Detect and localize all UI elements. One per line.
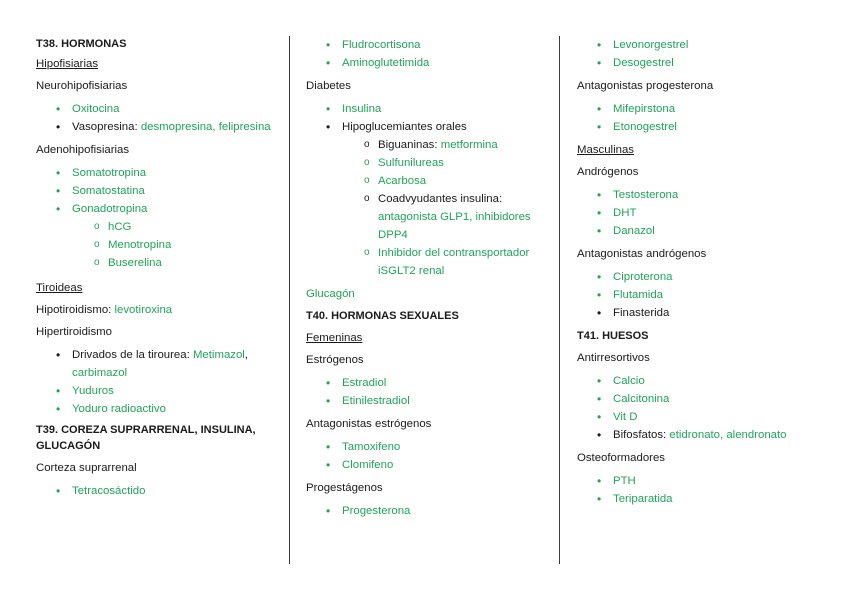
drivados-separator: ,	[244, 349, 249, 361]
biguaninas-label: Biguaninas:	[378, 139, 441, 151]
section-title-t39: T39. COREZA SUPRARRENAL, INSULINA, GLUCAGÓN	[36, 424, 256, 452]
section-title-t38: T38. HORMONAS	[36, 38, 127, 50]
list-item-finasterida: • Finasterida	[577, 304, 827, 322]
list-item-drivados	[36, 346, 281, 382]
drivados-label: Drivados de la tirourea:	[72, 349, 193, 361]
hipotiroidismo-label: Hipotiroidismo:	[36, 304, 115, 316]
list-item: • DHT	[577, 204, 827, 222]
list-item: • Tetracosáctido	[36, 482, 281, 500]
hipoglucemiantes-label: Hipoglucemiantes orales	[342, 121, 467, 133]
list-antagonistas-progesterona	[577, 100, 827, 136]
drivados-value-1: Metimazol	[192, 349, 245, 361]
list-item: • Insulina	[306, 100, 551, 118]
vasopresina-label: Vasopresina:	[72, 121, 141, 133]
list-item: • Teriparatida	[577, 490, 827, 508]
label-diabetes: Diabetes	[306, 80, 351, 92]
list-item-bifosfatos	[577, 426, 827, 444]
list-item: • Etinilestradiol	[306, 392, 551, 410]
column-divider-2	[559, 36, 560, 564]
list-osteoformadores	[577, 472, 827, 508]
list-progestagenos	[306, 502, 551, 520]
label-antagonistas-progesterona: Antagonistas progesterona	[577, 80, 714, 92]
label-antagonistas-androgenos: Antagonistas andrógenos	[577, 248, 707, 260]
list-adeno	[36, 164, 281, 272]
list-item: • Vit D	[577, 408, 827, 426]
label-glucagon: Glucagón	[306, 288, 355, 300]
coadyuvantes-value: antagonista GLP1, inhibidores DPP4	[378, 211, 531, 241]
list-item: o Sulfunilureas	[306, 154, 551, 172]
coadyuvantes-label: Coadvyudantes insulina:	[378, 193, 503, 205]
list-item: • Tamoxifeno	[306, 438, 551, 456]
list-item: • Oxitocina	[36, 100, 281, 118]
label-estrogenos: Estrógenos	[306, 354, 364, 366]
subheading-femeninas: Femeninas	[306, 332, 363, 344]
label-progestagenos: Progestágenos	[306, 482, 383, 494]
label-androgenos: Andrógenos	[577, 166, 639, 178]
subheading-masculinas: Masculinas	[577, 144, 634, 156]
drivados-value-2: carbimazol	[72, 367, 128, 379]
list-gonadotropina	[72, 218, 281, 272]
column-1	[36, 36, 281, 500]
list-item: • Danazol	[577, 222, 827, 240]
list-neuro	[36, 100, 281, 136]
biguaninas-value: metformina	[440, 139, 498, 151]
list-progestagenos-cont	[577, 36, 827, 72]
list-item-biguaninas	[306, 136, 551, 154]
gonadotropina-label: Gonadotropina	[72, 203, 148, 215]
list-item: • Fludrocortisona	[306, 36, 551, 54]
list-antirresortivos	[577, 372, 827, 444]
label-neurohipofisiarias: Neurohipofisiarias	[36, 80, 128, 92]
column-2	[306, 36, 551, 520]
list-item-hipoglucemiantes	[306, 118, 551, 280]
bifosfatos-value: etidronato, alendronato	[669, 429, 787, 441]
list-item-coadyuvantes	[306, 190, 551, 244]
list-item-gonadotropina	[36, 200, 281, 272]
list-item: • Clomifeno	[306, 456, 551, 474]
subheading-hipofisiarias: Hipofisiarias	[36, 58, 99, 70]
column-3	[577, 36, 827, 508]
list-diabetes	[306, 100, 551, 280]
label-corteza: Corteza suprarrenal	[36, 462, 137, 474]
vasopresina-value: desmopresina, felipresina	[140, 121, 271, 133]
list-item: o Buserelina	[36, 254, 281, 272]
list-item: • Desogestrel	[577, 54, 827, 72]
list-androgenos	[577, 186, 827, 240]
label-antirresortivos: Antirresortivos	[577, 352, 650, 364]
list-item: • PTH	[577, 472, 827, 490]
list-item-vasopresina	[36, 118, 281, 136]
list-item: o Inhibidor del contransportador iSGLT2 renal	[306, 244, 551, 280]
list-item: o hCG	[36, 218, 281, 236]
list-item: • Mifepirstona	[577, 100, 827, 118]
label-hipotiroidismo	[36, 302, 281, 318]
list-item: • Levonorgestrel	[577, 36, 827, 54]
list-antagonistas-androgenos	[577, 268, 827, 322]
list-item: o Acarbosa	[306, 172, 551, 190]
label-hipertiroidismo: Hipertiroidismo	[36, 326, 112, 338]
list-item: • Yuduros	[36, 382, 281, 400]
column-divider-1	[289, 36, 290, 564]
list-item: • Aminoglutetimida	[306, 54, 551, 72]
list-corteza	[36, 482, 281, 500]
list-item: • Estradiol	[306, 374, 551, 392]
list-item: • Somatotropina	[36, 164, 281, 182]
list-item: • Testosterona	[577, 186, 827, 204]
label-adenohipofisiarias: Adenohipofisiarias	[36, 144, 130, 156]
list-item: • Etonogestrel	[577, 118, 827, 136]
section-title-t41: T41. HUESOS	[577, 330, 649, 342]
list-item: • Progesterona	[306, 502, 551, 520]
bifosfatos-label: Bifosfatos:	[613, 429, 670, 441]
subheading-tiroideas: Tiroideas	[36, 282, 83, 294]
list-hipoglucemiantes	[342, 136, 551, 280]
hipotiroidismo-value: levotiroxina	[114, 304, 173, 316]
list-corteza-cont	[306, 36, 551, 72]
label-osteoformadores: Osteoformadores	[577, 452, 665, 464]
list-hipertiroidismo	[36, 346, 281, 418]
list-estrogenos	[306, 374, 551, 410]
list-item: • Somatostatina	[36, 182, 281, 200]
list-item: • Flutamida	[577, 286, 827, 304]
list-antagonistas-estrogenos	[306, 438, 551, 474]
list-item: • Ciproterona	[577, 268, 827, 286]
list-item: • Calcio	[577, 372, 827, 390]
section-title-t40: T40. HORMONAS SEXUALES	[306, 310, 459, 322]
label-antagonistas-estrogenos: Antagonistas estrógenos	[306, 418, 432, 430]
list-item: • Calcitonina	[577, 390, 827, 408]
list-item: o Menotropina	[36, 236, 281, 254]
list-item: • Yoduro radioactivo	[36, 400, 281, 418]
